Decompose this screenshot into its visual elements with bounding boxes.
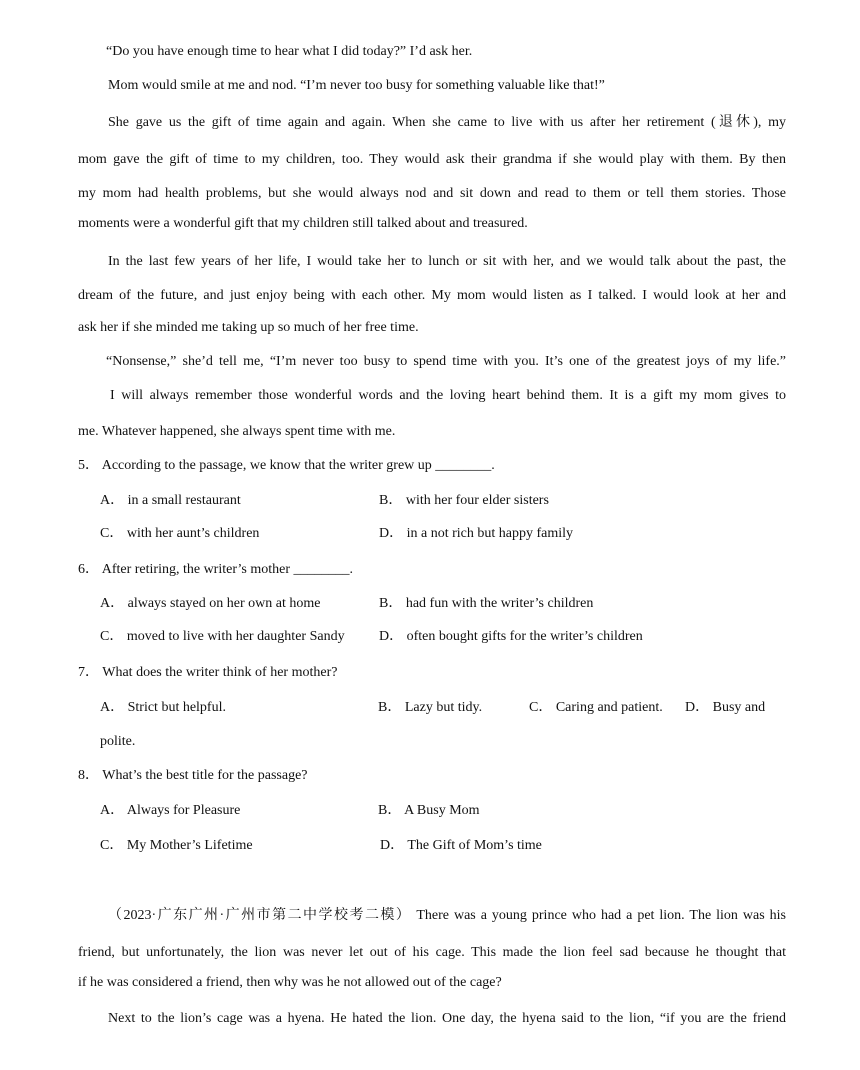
option-d-continuation: polite. [100, 734, 136, 749]
option-d[interactable]: D． The Gift of Mom’s time [380, 838, 542, 853]
paragraph-line: my mom had health problems, but she would always nod and sit down and read to them or tell them stories. Those [78, 186, 786, 201]
paragraph-line: Next to the lion’s cage was a hyena. He hated the lion. One day, the hyena said to the lion, “if you are the friend [108, 1011, 786, 1026]
paragraph-line: “Nonsense,” she’d tell me, “I’m never too busy to spend time with you. It’s one of the greatest joys of my life.” [106, 354, 786, 369]
paragraph-line: （2023·广东广州·广州市第二中学校考二模） There was a young prince who had a pet lion. The lion was his [108, 908, 786, 923]
option-b[interactable]: B． Lazy but tidy. [378, 700, 483, 715]
paragraph-line: friend, but unfortunately, the lion was never let out of his cage. This made the lion feel sad because he thought that [78, 945, 786, 960]
paragraph-line: dream of the future, and just enjoy being with each other. My mom would listen as I talked. I would look at her and [78, 288, 786, 303]
option-c[interactable]: C． with her aunt’s children [100, 526, 260, 541]
option-a[interactable]: A． always stayed on her own at home [100, 596, 321, 611]
question-stem: 5． According to the passage, we know that the writer grew up ________. [78, 458, 495, 473]
option-c[interactable]: C． Caring and patient. [529, 700, 663, 715]
paragraph-line: In the last few years of her life, I would take her to lunch or sit with her, and we would talk about the past, the [108, 254, 786, 269]
paragraph-line: “Do you have enough time to hear what I did today?” I’d ask her. [106, 44, 473, 59]
option-a[interactable]: A． in a small restaurant [100, 493, 241, 508]
question-stem: 7． What does the writer think of her mother? [78, 665, 338, 680]
option-d[interactable]: D． in a not rich but happy family [379, 526, 574, 541]
paragraph-line: ask her if she minded me taking up so much of her free time. [78, 320, 419, 335]
option-b[interactable]: B． had fun with the writer’s children [379, 596, 594, 611]
paragraph-line: mom gave the gift of time to my children, too. They would ask their grandma if she would play with them. By then [78, 152, 786, 167]
paragraph-line: Mom would smile at me and nod. “I’m never too busy for something valuable like that!” [108, 78, 605, 93]
paragraph-line: I will always remember those wonderful words and the loving heart behind them. It is a gift my mom gives to [110, 388, 786, 403]
paragraph-line: She gave us the gift of time again and again. When she came to live with us after her retirement (退休), my [108, 115, 786, 130]
paragraph-line: me. Whatever happened, she always spent time with me. [78, 424, 396, 439]
option-a[interactable]: A． Always for Pleasure [100, 803, 241, 818]
option-d[interactable]: D． often bought gifts for the writer’s children [379, 629, 643, 644]
option-c[interactable]: C． moved to live with her daughter Sandy [100, 629, 345, 644]
option-d[interactable]: D． Busy and [685, 700, 766, 715]
question-stem: 6． After retiring, the writer’s mother ________. [78, 562, 354, 577]
question-stem: 8． What’s the best title for the passage? [78, 768, 308, 783]
paragraph-line: moments were a wonderful gift that my children still talked about and treasured. [78, 216, 528, 231]
option-a[interactable]: A． Strict but helpful. [100, 700, 226, 715]
paragraph-line: if he was considered a friend, then why was he not allowed out of the cage? [78, 975, 502, 990]
option-b[interactable]: B． with her four elder sisters [379, 493, 549, 508]
option-c[interactable]: C． My Mother’s Lifetime [100, 838, 253, 853]
option-b[interactable]: B． A Busy Mom [378, 803, 480, 818]
